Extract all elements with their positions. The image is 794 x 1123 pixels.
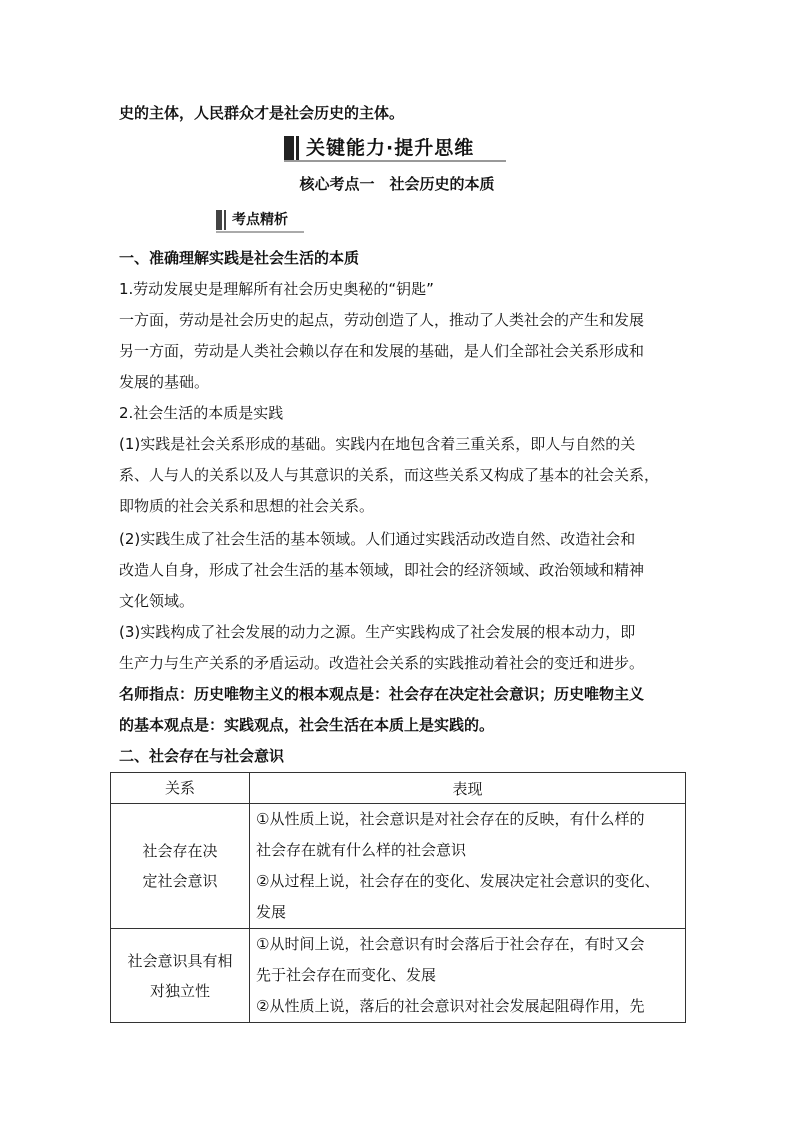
- sub-banner-underline: [216, 231, 304, 233]
- content-line: ①从时间上说，社会意识有时会落后于社会存在，有时又会: [256, 935, 645, 953]
- p2-title: 2.社会生活的本质是实践: [119, 404, 284, 422]
- relation-text: 社会意识具有相: [127, 951, 233, 970]
- table-row: [111, 929, 686, 1023]
- content-line: ②从性质上说，落后的社会意识对社会发展起阻碍作用，先: [256, 997, 645, 1015]
- banner-bar-icon-thin: [296, 136, 299, 160]
- sub-banner-bar-icon-thin: [224, 210, 226, 230]
- p2-item2-line: 文化领域。: [119, 592, 195, 610]
- sub-banner: [216, 209, 304, 231]
- banner-bar-icon: [284, 136, 294, 160]
- relation-text: 定社会意识: [142, 872, 218, 890]
- p2-item1-line: (1)实践是社会关系形成的基础。实践内在地包含着三重关系，即人与自然的关: [119, 435, 636, 453]
- core-point-title: 核心考点一 社会历史的本质: [299, 175, 495, 193]
- p2-item2-line: (2)实践生成了社会生活的基本领域。人们通过实践活动改造自然、改造社会和: [119, 530, 636, 548]
- section2-heading: 二、社会存在与社会意识: [119, 747, 285, 765]
- table-cell-content: [250, 929, 686, 1023]
- p2-item1-line: 系、人与人的关系以及人与其意识的关系，而这些关系又构成了基本的社会关系，: [119, 466, 660, 484]
- banner-title: 关键能力·提升思维: [306, 137, 475, 159]
- relation-text: 对独立性: [149, 981, 210, 1000]
- sub-banner-bar-icon: [216, 210, 222, 230]
- banner-underline: [284, 160, 506, 162]
- content-line: 先于社会存在而变化、发展: [256, 966, 437, 984]
- content-line: ①从性质上说，社会意识是对社会存在的反映，有什么样的: [256, 810, 645, 828]
- table-header-row: [111, 773, 686, 804]
- section-banner: [284, 136, 506, 160]
- table-cell-content: [250, 804, 686, 929]
- tip-line: 的基本观点是：实践观点，社会生活在本质上是实践的。: [119, 716, 495, 734]
- content-line: 社会存在就有什么样的社会意识: [256, 841, 467, 859]
- relation-table: [110, 772, 686, 1023]
- p1-title: 1.劳动发展史是理解所有社会历史奥秘的“钥匙”: [119, 280, 434, 298]
- p2-item1-line: 即物质的社会关系和思想的社会关系。: [119, 497, 375, 515]
- table-row: [111, 804, 686, 929]
- table-header-relation: 关系: [111, 773, 250, 804]
- relation-text: 社会存在决: [142, 842, 218, 860]
- p1-line: 发展的基础。: [119, 373, 210, 391]
- sub-banner-title: 考点精析: [232, 212, 288, 228]
- section1-heading: 一、准确理解实践是社会生活的本质: [119, 249, 360, 267]
- content-line: ②从过程上说，社会存在的变化、发展决定社会意识的变化、: [256, 872, 660, 890]
- content-line: 发展: [256, 903, 287, 921]
- table-cell-relation: [111, 929, 250, 1023]
- tip-line: 名师指点：历史唯物主义的根本观点是：社会存在决定社会意识；历史唯物主义: [119, 685, 645, 703]
- table-cell-relation: [111, 804, 250, 929]
- p2-item3-line: (3)实践构成了社会发展的动力之源。生产实践构成了社会发展的根本动力，即: [119, 623, 636, 641]
- p2-item3-line: 生产力与生产关系的矛盾运动。改造社会关系的实践推动着社会的变迁和进步。: [119, 654, 645, 672]
- p1-line: 一方面，劳动是社会历史的起点，劳动创造了人，推动了人类社会的产生和发展: [119, 311, 645, 329]
- table-header-manifestation: 表现: [250, 773, 686, 804]
- intro-line: 史的主体，人民群众才是社会历史的主体。: [119, 104, 405, 122]
- p2-item2-line: 改造人自身，形成了社会生活的基本领域，即社会的经济领域、政治领域和精神: [119, 561, 645, 579]
- p1-line: 另一方面，劳动是人类社会赖以存在和发展的基础，是人们全部社会关系形成和: [119, 342, 645, 360]
